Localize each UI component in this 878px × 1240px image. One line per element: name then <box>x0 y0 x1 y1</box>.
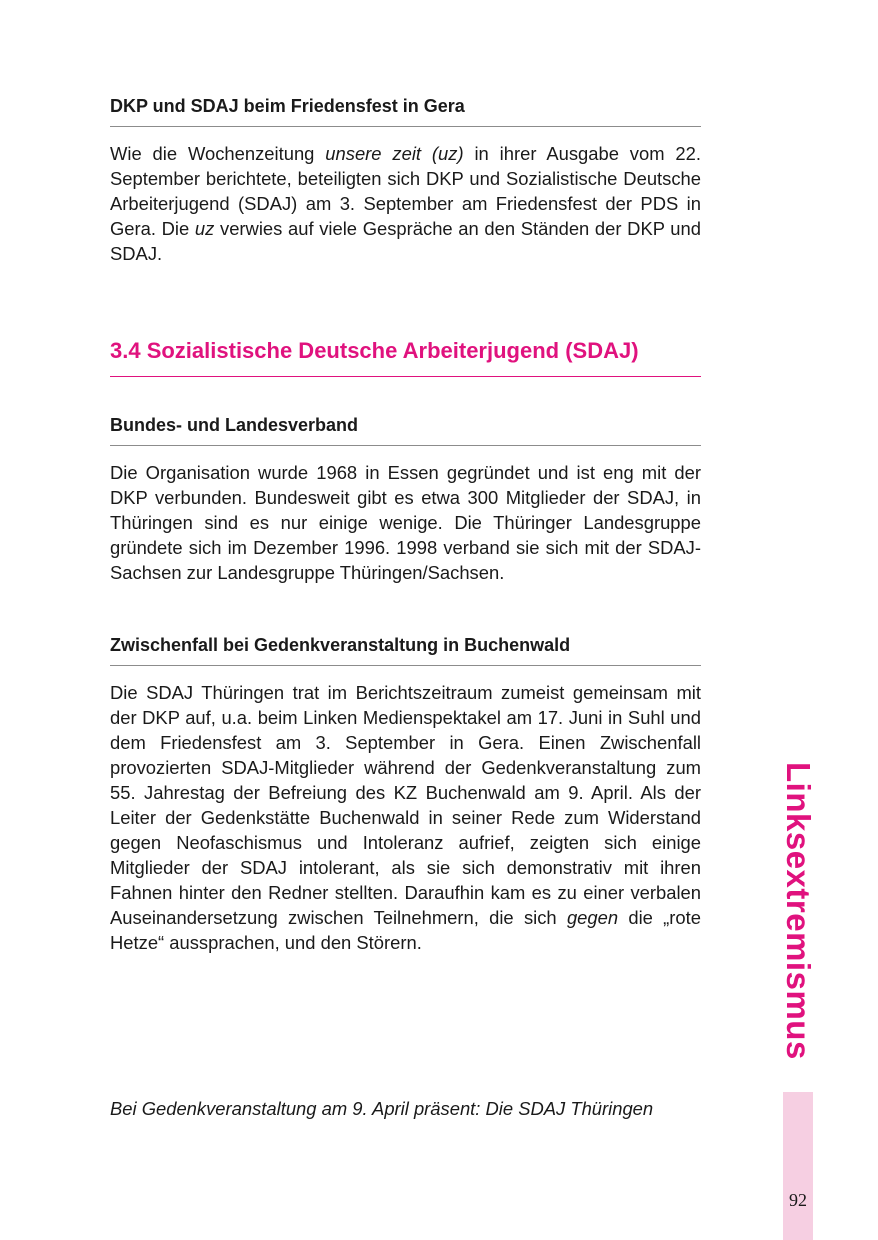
paragraph-dkp-festival <box>110 141 701 266</box>
side-chapter-title: Linksextremismus <box>780 762 817 1060</box>
text-segment: verwies auf viele Gespräche an den Ständen der DKP und SDAJ. <box>110 218 701 264</box>
chapter-heading: 3.4 Sozialistische Deutsche Arbeiterjugend (SDAJ) <box>110 336 701 377</box>
italic-newspaper-name: unsere zeit (uz) <box>325 143 464 164</box>
text-segment: in ihrer Ausgabe vom 22. September berichtete, beteiligten sich DKP und Sozialistische Deutsche Arbeiterjugend (SDAJ) am 3. September am Friedensfest der PDS in Gera. Die <box>110 143 701 239</box>
heading-bundesverband: Bundes- und Landesverband <box>110 413 701 446</box>
italic-newspaper-abbr: uz <box>194 218 215 239</box>
side-color-bar <box>783 1092 813 1240</box>
main-content <box>110 94 701 955</box>
text-segment: Wie die Wochenzeitung <box>110 143 326 164</box>
text-segment: die „rote Hetze“ aussprachen, und den Störern. <box>110 907 701 953</box>
page-number: 92 <box>789 1190 807 1210</box>
paragraph-bundesverband: Die Organisation wurde 1968 in Essen gegründet und ist eng mit der DKP verbunden. Bundesweit gibt es etwa 300 Mitglieder der SDAJ, in Thüringen sind es nur einige wenige. Die Thüringer Landesgruppe gründete sich im Dezember 1996. 1998 verband sie sich mit der SDAJ-Sachsen zur Landesgruppe Thüringen/Sachsen. <box>110 462 701 583</box>
paragraph-buchenwald <box>110 680 701 955</box>
heading-buchenwald: Zwischenfall bei Gedenkveranstaltung in Buchenwald <box>110 633 701 666</box>
photo-caption: Bei Gedenkveranstaltung am 9. April präsent: Die SDAJ Thüringen <box>110 1098 654 1119</box>
text-segment: Die SDAJ Thüringen trat im Berichtszeitraum zumeist gemeinsam mit der DKP auf, u.a. beim Linken Medienspektakel am 17. Juni in Suhl und dem Friedensfest am 3. September in Gera. Einen Zwischenfall provozierten SDAJ-Mitglieder während der Gedenkveranstaltung zum 55. Jahrestag der Befreiung des KZ Buchenwald am 9. April. Als der Leiter der Gedenkstätte Buchenwald in seiner Rede zum Widerstand gegen Neofaschismus und Intoleranz aufrief, zeigten sich einige Mitglieder der SDAJ intolerant, als sie sich demonstrativ mit ihren Fahnen hinter den Redner stellten. Daraufhin kam es zu einer verbalen Auseinandersetzung zwischen Teilnehmern, die sich <box>110 682 701 928</box>
heading-dkp-festival: DKP und SDAJ beim Friedensfest in Gera <box>110 94 701 127</box>
italic-emphasis: gegen <box>566 907 619 928</box>
